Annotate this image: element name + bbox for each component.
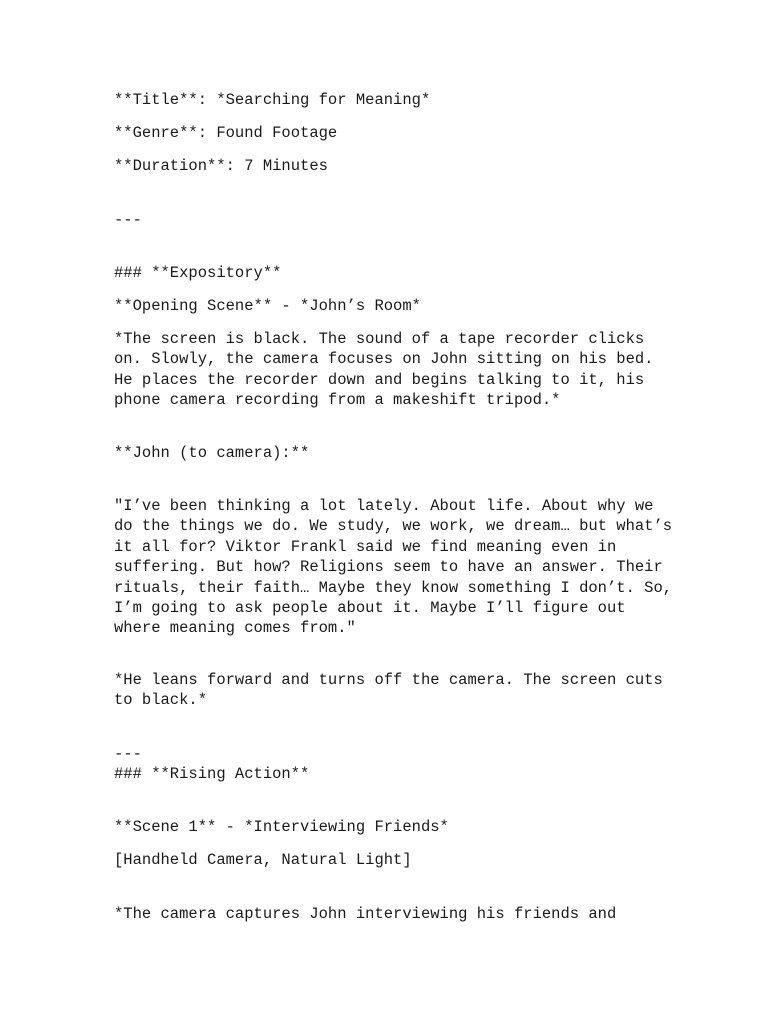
section-heading-expository: ### **Expository** xyxy=(114,264,282,282)
speaker-john: **John (to camera):** xyxy=(114,444,310,462)
dialogue-line: I’m going to ask people about it. Maybe I’ll figure out xyxy=(114,599,626,617)
paragraph-line: to black.* xyxy=(114,691,208,710)
dialogue-line: it all for? Viktor Frankl said we find meaning even in xyxy=(114,537,617,556)
scene-1-direction: [Handheld Camera, Natural Light] xyxy=(114,851,412,869)
dialogue-line: suffering. But how? Religions seem to have an answer. Their xyxy=(114,558,663,577)
opening-scene-heading: **Opening Scene** - *John’s Room* xyxy=(114,297,421,315)
scene-1-action-line: *The camera captures John interviewing his friends and xyxy=(114,905,617,923)
paragraph-line: *He leans forward and turns off the camera. The screen cuts xyxy=(114,671,663,689)
scene-1-heading: **Scene 1** - *Interviewing Friends* xyxy=(114,818,449,836)
paragraph-line: phone camera recording from a makeshift tripod.* xyxy=(114,391,561,410)
title-line: **Title**: *Searching for Meaning* xyxy=(114,91,431,109)
dialogue-line: where meaning comes from." xyxy=(114,619,356,638)
genre-line: **Genre**: Found Footage xyxy=(114,124,338,142)
paragraph-line: *The screen is black. The sound of a tape recorder clicks xyxy=(114,330,645,348)
dialogue-line: rituals, their faith… Maybe they know something I don’t. So, xyxy=(114,578,673,597)
paragraph-line: He places the recorder down and begins talking to it, his xyxy=(114,370,645,389)
separator-line: --- xyxy=(114,211,142,229)
dialogue-line: "I’ve been thinking a lot lately. About life. About why we xyxy=(114,497,654,515)
paragraph-line: on. Slowly, the camera focuses on John sitting on his bed. xyxy=(114,350,654,369)
separator-line: --- xyxy=(114,745,142,763)
dialogue-line: do the things we do. We study, we work, we dream… but what’s xyxy=(114,517,673,536)
duration-line: **Duration**: 7 Minutes xyxy=(114,157,328,175)
section-heading-rising-action: ### **Rising Action** xyxy=(114,765,310,784)
